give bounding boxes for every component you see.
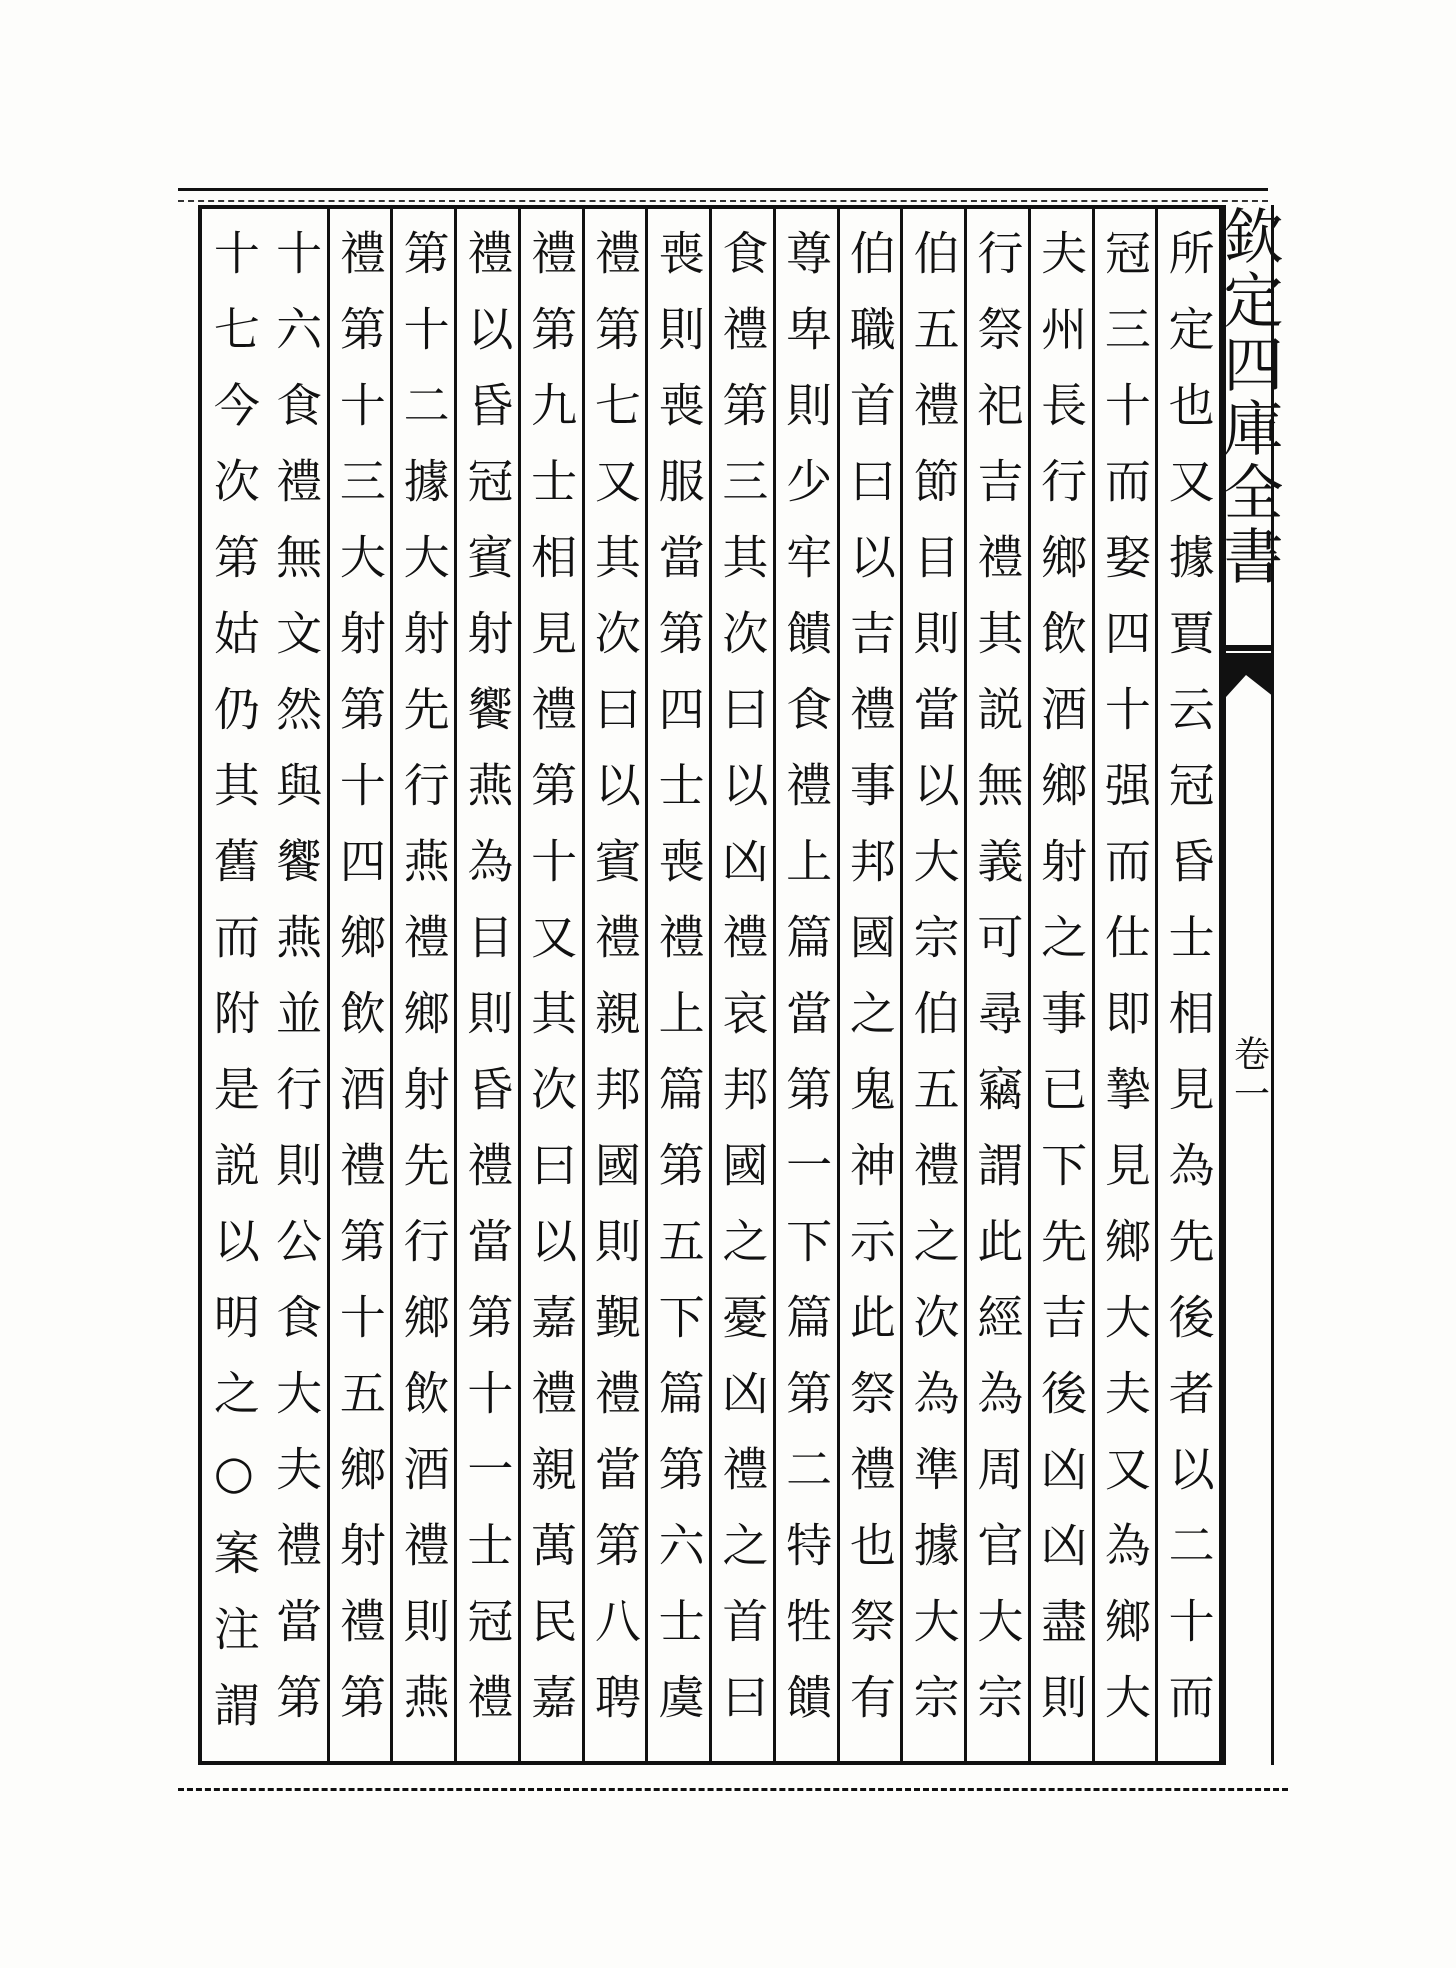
text-column-3: 夫州長行鄉飲酒鄉射之事已下先吉後凶凶盡則 (1031, 209, 1095, 1761)
text-column-14: 禮第十三大射第十四鄉飲酒禮第十五鄉射禮第 (330, 209, 394, 1761)
fishtail-mark-icon (1226, 645, 1274, 705)
text-column-9: 喪則喪服當第四士喪禮上篇第五下篇第六士虞 (648, 209, 712, 1761)
text-column-13: 第十二據大射先行燕禮鄉射先行鄉飲酒禮則燕 (393, 209, 457, 1761)
text-column-7: 尊卑則少牢饋食禮上篇當第一下篇第二特牲饋 (776, 209, 840, 1761)
text-frame (198, 205, 1226, 1765)
bottom-rule (178, 1788, 1288, 1791)
text-column-1: 所定也又據賈云冠昏士相見為先後者以二十而 (1158, 209, 1222, 1761)
volume-label: 卷一 (1228, 1035, 1270, 1115)
top-rule-dashed (178, 200, 1268, 202)
text-column-5: 伯五禮節目則當以大宗伯五禮之次為準據大宗 (903, 209, 967, 1761)
text-column-4: 行祭祀吉禮其説無義可尋竊謂此經為周官大宗 (967, 209, 1031, 1761)
text-column-6: 伯職首曰以吉禮事邦國之鬼神示此祭禮也祭有 (840, 209, 904, 1761)
top-rule (178, 188, 1268, 191)
text-column-10: 禮第七又其次曰以賓禮親邦國則覲禮當第八聘 (585, 209, 649, 1761)
text-column-8: 食禮第三其次曰以凶禮哀邦國之憂凶禮之首曰 (712, 209, 776, 1761)
text-column-15: 十六食禮無文然與饗燕並行則公食大夫禮當第 (266, 209, 330, 1761)
text-column-11: 禮第九士相見禮第十又其次曰以嘉禮親萬民嘉 (521, 209, 585, 1761)
book-title: 欽定四庫全書 (1213, 205, 1284, 589)
text-column-2: 冠三十而娶四十强而仕即摯見鄉大夫又為鄉大 (1095, 209, 1159, 1761)
text-column-12: 禮以昏冠賓射饗燕為目則昏禮當第十一士冠禮 (457, 209, 521, 1761)
page-margin-strip (1213, 205, 1284, 1765)
text-column-16: 十七今次第姑仍其舊而附是説以明之○案注謂 (206, 229, 261, 1757)
